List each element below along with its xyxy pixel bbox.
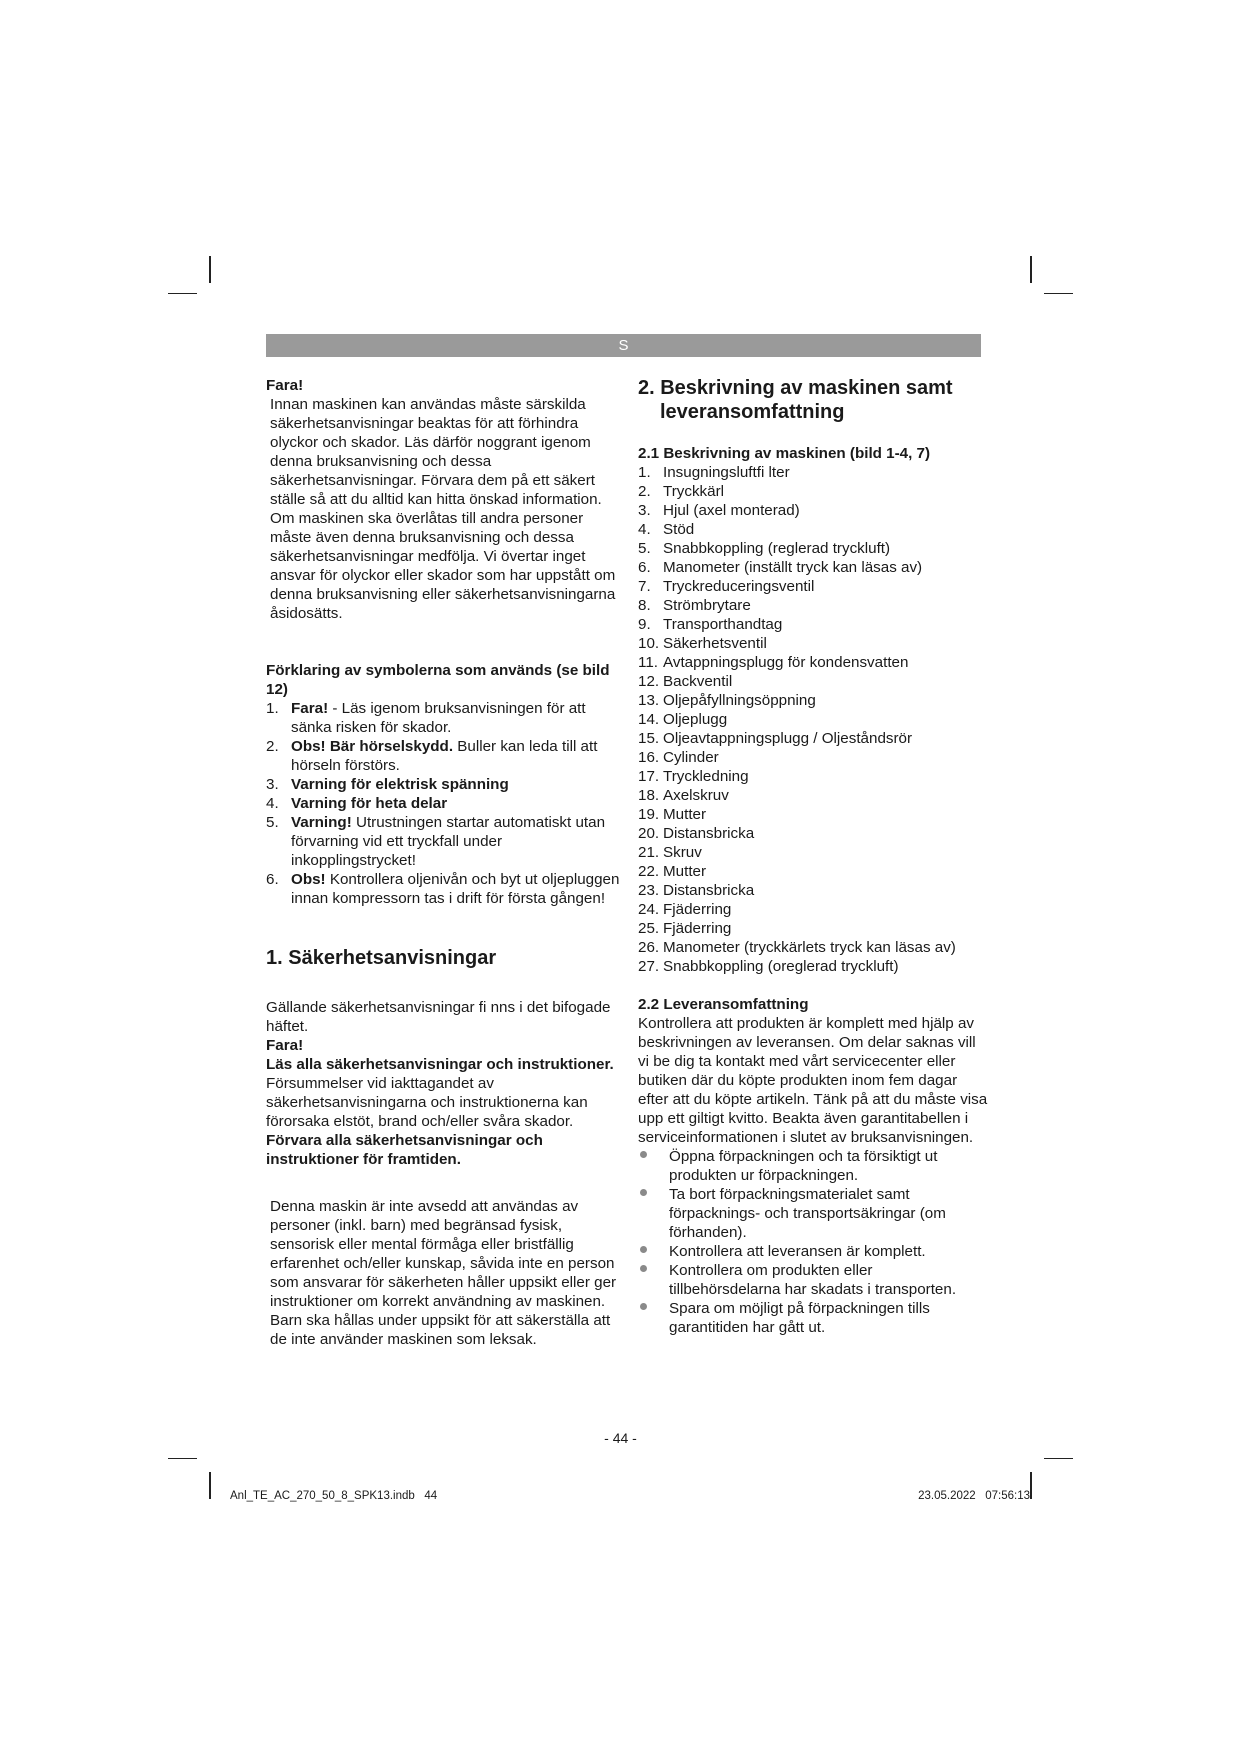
sub22-title: 2.2 Leveransomfattning [638, 996, 809, 1013]
crop-mark [1030, 256, 1032, 283]
part-item: 22. Mutter [638, 863, 707, 880]
symbols-title: Förklaring av symbolerna som används (se bild 12) [266, 662, 610, 698]
bullet-item: Spara om möjligt på förpackningen tills garantitiden har gått ut. [638, 1299, 988, 1337]
part-item: 7. Tryckreduceringsventil [638, 578, 815, 595]
part-item: 15. Oljeavtappningsplugg / Oljeståndsrör [638, 730, 913, 747]
symbol-item: 3. Varning för elektrisk spänning [266, 776, 509, 793]
part-item: 1. Insugningsluftfi lter [638, 464, 790, 481]
part-item: 19. Mutter [638, 806, 707, 823]
bullet-icon [640, 1151, 647, 1158]
section1-para2: Denna maskin är inte avsedd att användas av personer (inkl. barn) med begränsad fysisk, sensorisk eller mental förmåga eller bristfällig erfarenhet och/eller kunskap, såvida inte en person som ansvarar för säkerheten håller uppsikt eller ger instruktioner om korrekt användning av maskinen. Barn ska hållas under uppsikt för att säkerställa att de inte använder maskinen som leksak. [270, 1198, 617, 1348]
parts-list [638, 463, 988, 976]
bullet-icon [640, 1189, 647, 1196]
crop-mark [209, 1472, 211, 1499]
part-item: 4. Stöd [638, 521, 695, 538]
section1-warning-text: Läs alla säkerhetsanvisningar och instruktioner. Försummelser vid iakttagandet av säkerhetsanvisningarna och instruktionerna kan förorsaka elstöt, brand och/eller svåra skador. Förvara alla säkerhetsanvisningar och instruktioner för framtiden. [266, 1056, 614, 1168]
part-item: 9. Transporthandtag [638, 616, 783, 633]
symbols-list [266, 699, 626, 908]
part-item: 17. Tryckledning [638, 768, 749, 785]
section1-danger: Fara! [266, 1037, 304, 1054]
part-item: 8. Strömbrytare [638, 597, 751, 614]
part-item: 20. Distansbricka [638, 825, 755, 842]
symbol-item: 4. Varning för heta delar [266, 795, 448, 812]
part-item: 16. Cylinder [638, 749, 719, 766]
bullet-item: Kontrollera om produkten eller tillbehörsdelarna har skadats i transporten. [638, 1261, 988, 1299]
right-column [638, 376, 988, 1337]
part-item: 27. Snabbkoppling (oreglerad tryckluft) [638, 958, 899, 975]
crop-mark [168, 293, 197, 294]
part-item: 12. Backventil [638, 673, 733, 690]
page-number: - 44 - [604, 1430, 637, 1446]
bullet-item: Kontrollera att leveransen är komplett. [638, 1242, 988, 1261]
part-item: 18. Axelskruv [638, 787, 729, 804]
footer-date-time: 23.05.2022 07:56:13 [918, 1490, 1030, 1502]
part-item: 11. Avtappningsplugg för kondensvatten [638, 654, 909, 671]
section1-title: 1. Säkerhetsanvisningar [266, 947, 497, 969]
symbol-item: 5. Varning! Utrustningen startar automatiskt utan förvarning vid ett tryckfall under inkopplingstrycket! [266, 814, 606, 869]
crop-mark [1030, 1472, 1032, 1499]
language-header-bar [266, 334, 981, 357]
danger-text: Innan maskinen kan användas måste särskilda säkerhetsanvisningar beaktas för att förhindra olyckor och skador. Läs därför noggrant igenom denna bruksanvisning och dessa säkerhetsanvisningar. Förvara dem på ett säkert ställe så att du alltid kan hitta önskad information. Om maskinen ska överlåtas till andra personer måste även denna bruksanvisning och dessa säkerhetsanvisningar medfölja. Vi övertar inget ansvar för olyckor eller skador som har uppstått om denna bruksanvisning eller säkerhetsanvisningarna åsidosätts. [270, 396, 616, 622]
footer-file-name: Anl_TE_AC_270_50_8_SPK13.indb 44 [230, 1490, 438, 1502]
bullet-icon [640, 1303, 647, 1310]
delivery-bullets [638, 1147, 988, 1337]
danger-title: Fara! [266, 377, 304, 394]
part-item: 6. Manometer (inställt tryck kan läsas av) [638, 559, 923, 576]
part-item: 24. Fjäderring [638, 901, 732, 918]
part-item: 23. Distansbricka [638, 882, 755, 899]
part-item: 3. Hjul (axel monterad) [638, 502, 800, 519]
bullet-icon [640, 1246, 647, 1253]
language-tab-label: S [618, 337, 629, 354]
part-item: 14. Oljeplugg [638, 711, 728, 728]
sub22-text: Kontrollera att produkten är komplett med hjälp av beskrivningen av leveransen. Om delar saknas vill vi be dig ta kontakt med vårt servicecenter eller butiken där du köpte produkten inom fem dagar efter att du köpte artikeln. Tänk på att du måste visa upp ett giltigt kvitto. Beakta även garantitabellen i serviceinformationen i slutet av bruksanvisningen. [638, 1015, 988, 1146]
section2-title: 2. Beskrivning av maskinen samt leveransomfattning [638, 377, 953, 423]
crop-mark [209, 256, 211, 283]
symbol-item: 6. Obs! Kontrollera oljenivån och byt ut oljepluggen innan kompressorn tas i drift för första gången! [266, 871, 620, 907]
symbol-item: 2. Obs! Bär hörselskydd. Buller kan leda till att hörseln förstörs. [266, 738, 598, 774]
bullet-icon [640, 1265, 647, 1272]
part-item: 5. Snabbkoppling (reglerad tryckluft) [638, 540, 891, 557]
part-item: 21. Skruv [638, 844, 702, 861]
crop-mark [168, 1458, 197, 1459]
crop-mark [1044, 1458, 1073, 1459]
bullet-item: Öppna förpackningen och ta försiktigt ut produkten ur förpackningen. [638, 1147, 988, 1185]
part-item: 10. Säkerhetsventil [638, 635, 767, 652]
bullet-item: Ta bort förpackningsmaterialet samt förpacknings- och transportsäkringar (om förhanden). [638, 1185, 988, 1242]
part-item: 2. Tryckkärl [638, 483, 725, 500]
sub21-title: 2.1 Beskrivning av maskinen (bild 1-4, 7) [638, 445, 931, 462]
section1-intro: Gällande säkerhetsanvisningar fi nns i det bifogade häftet. [266, 999, 611, 1035]
part-item: 13. Oljepåfyllningsöppning [638, 692, 816, 709]
part-item: 26. Manometer (tryckkärlets tryck kan läsas av) [638, 939, 956, 956]
crop-mark [1044, 293, 1073, 294]
part-item: 25. Fjäderring [638, 920, 732, 937]
left-column [266, 376, 626, 1349]
symbol-item: 1. Fara! - Läs igenom bruksanvisningen för att sänka risken för skador. [266, 700, 586, 736]
